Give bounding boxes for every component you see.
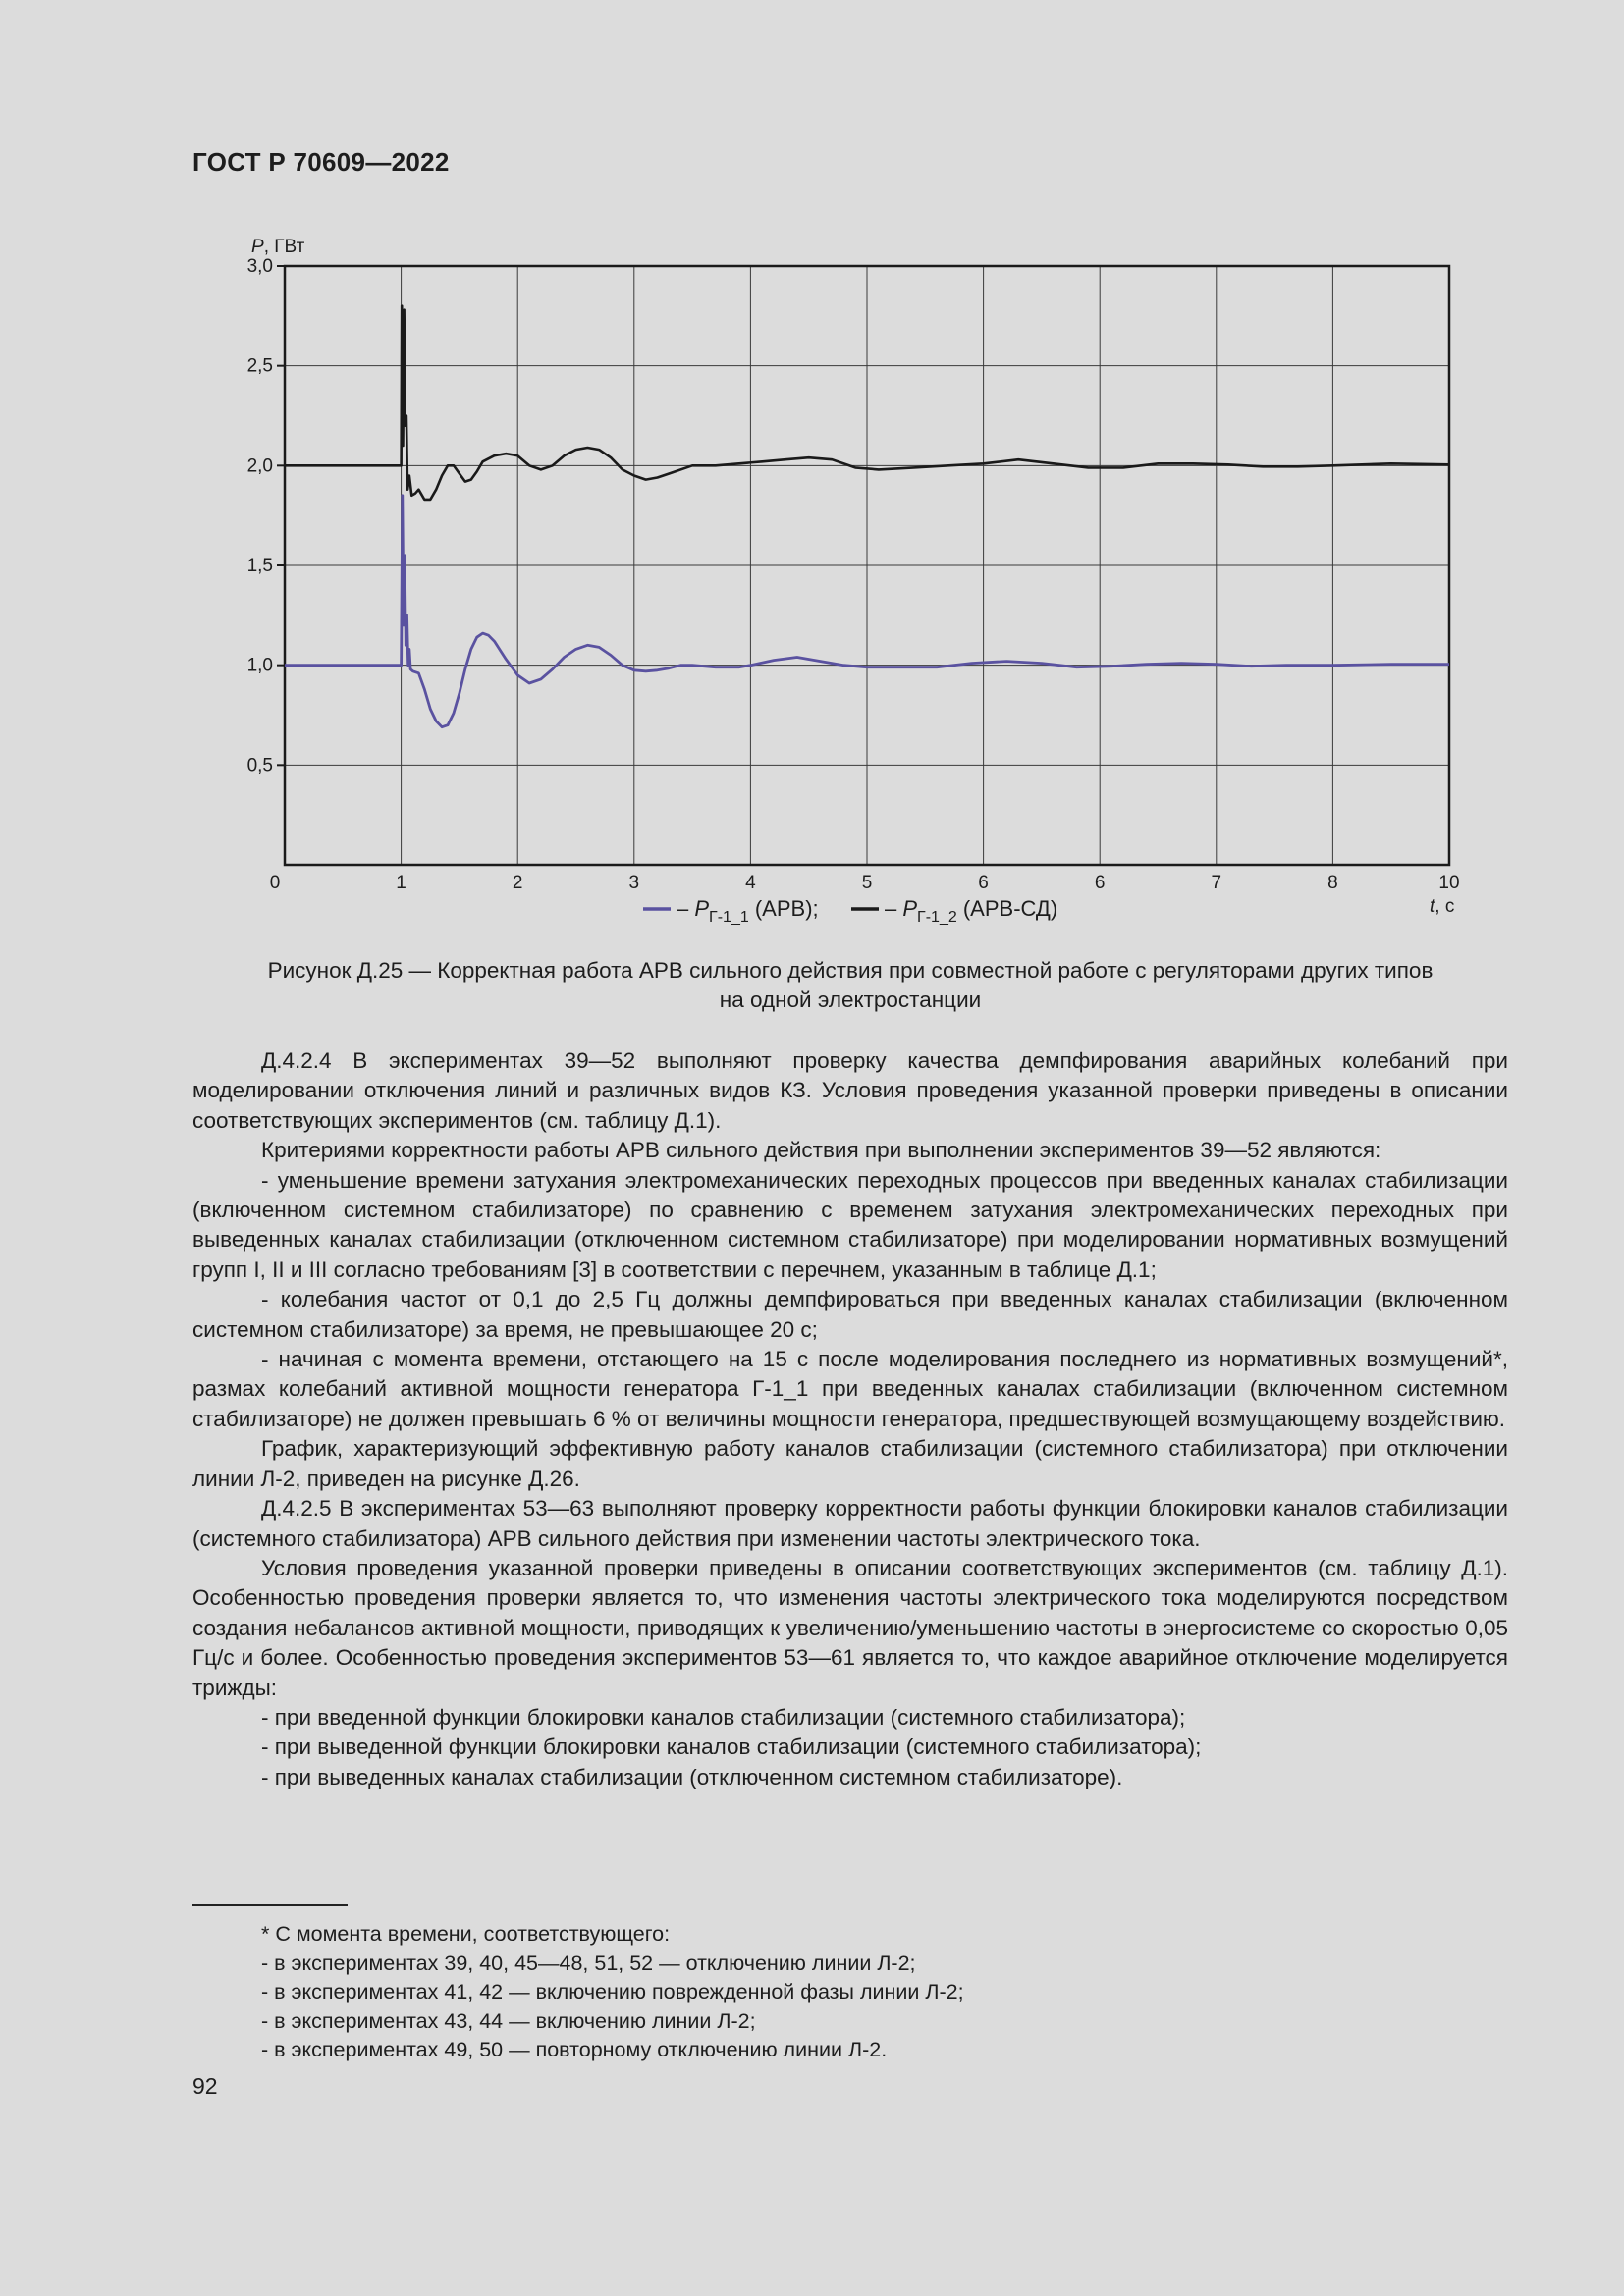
list-item: - при выведенных каналах стабилизации (отключенном системном стабилизаторе).	[261, 1764, 1123, 1789]
power-chart-svg	[177, 216, 1492, 947]
paragraph: Д.4.2.4 В экспериментах 39—52 выполняют проверку качества демпфирования аварийных колебаний при моделировании отключения линий и различных видов КЗ. Условия проведения указанной проверки приведены в описании соответствующих экспериментов (см. таблицу Д.1).	[192, 1048, 1508, 1133]
legend-label: – $P_{Г-1\_1}$ (АРВ);	[677, 896, 819, 926]
x-tick-label: 7	[1211, 873, 1222, 893]
x-tick-label: 0	[269, 873, 281, 893]
footnote-line: * С момента времени, соответствующего:	[261, 1922, 671, 1946]
x-tick-label: 6	[978, 873, 989, 893]
y-tick-label: 2,5	[246, 355, 273, 377]
y-tick-label: 2,0	[246, 455, 273, 477]
list-item: - колебания частот от 0,1 до 2,5 Гц должны демпфироваться при введенных каналах стабилизации (включенном системном стабилизаторе) за время, не превышающее 20 с;	[192, 1287, 1508, 1342]
x-tick-label: 5	[861, 873, 873, 893]
figure-caption-line-2: на одной электростанции	[719, 988, 982, 1012]
list-item: - при выведенной функции блокировки каналов стабилизации (системного стабилизатора);	[261, 1735, 1202, 1760]
body-text	[192, 1046, 1508, 1792]
x-tick-label: 6	[1094, 873, 1106, 893]
y-tick-label: 0,5	[246, 755, 273, 776]
paragraph: Д.4.2.5 В экспериментах 53—63 выполняют проверку корректности работы функции блокировки каналов стабилизации (системного стабилизатора) АРВ сильного действия при изменении частоты электрического тока.	[192, 1496, 1508, 1551]
footnote-line: - в экспериментах 49, 50 — повторному отключению линии Л-2.	[261, 2038, 888, 2061]
document-header: ГОСТ Р 70609—2022	[192, 147, 450, 177]
footnote-divider	[192, 1904, 348, 1906]
page-number: 92	[192, 2073, 218, 2099]
list-item: - уменьшение времени затухания электромеханических переходных процессов при введенных каналах стабилизации (включенном системном стабилизаторе) по сравнению с временем затухания электромеханических переходных при выведенных каналах стабилизации (отключенном системном стабилизаторе) при моделировании нормативных возмущений групп I, II и III согласно требованиям [3] в соответствии с перечнем, указанным в таблице Д.1;	[192, 1167, 1508, 1282]
paragraph: Условия проведения указанной проверки приведены в описании соответствующих экспериментов (см. таблицу Д.1). Особенностью проведения проверки является то, что изменения частоты электрического тока моделируются посредством создания небалансов активной мощности, приводящих к увеличению/уменьшению частоты в энергосистеме со скоростью 0,05 Гц/с и более. Особенностью проведения экспериментов 53—61 является то, что каждое аварийное отключение моделируется трижды:	[192, 1555, 1508, 1700]
figure-caption-line-1: Рисунок Д.25 — Корректная работа АРВ сильного действия при совместной работе с регуляторами других типов	[267, 958, 1434, 983]
paragraph: Критериями корректности работы АРВ сильного действия при выполнении экспериментов 39—52 являются:	[261, 1138, 1381, 1163]
list-item: - начиная с момента времени, отстающего на 15 с после моделирования последнего из нормативных возмущений*, размах колебаний активной мощности генератора Г-1_1 при введенных каналах стабилизации (включенном системном стабилизаторе) не должен превышать 6 % от величины мощности генератора, предшествующей возмущающему воздействию.	[192, 1347, 1508, 1431]
figure-caption	[192, 956, 1508, 1015]
power-chart	[177, 216, 1492, 947]
y-tick-label: 1,0	[246, 655, 273, 676]
y-tick-label: 3,0	[246, 256, 273, 277]
x-axis-label: t, с	[1430, 896, 1455, 917]
footnote-line: - в экспериментах 39, 40, 45—48, 51, 52 — отключению линии Л-2;	[261, 1950, 916, 1975]
x-tick-label: 4	[745, 873, 756, 893]
footnote-line: - в экспериментах 41, 42 — включению поврежденной фазы линии Л-2;	[261, 1980, 964, 2003]
y-tick-label: 1,5	[246, 556, 273, 576]
paragraph: График, характеризующий эффективную работу каналов стабилизации (системного стабилизатора) при отключении линии Л-2, приведен на рисунке Д.26.	[192, 1436, 1508, 1491]
x-tick-label: 10	[1438, 873, 1460, 893]
list-item: - при введенной функции блокировки каналов стабилизации (системного стабилизатора);	[261, 1704, 1186, 1730]
footnote-line: - в экспериментах 43, 44 — включению линии Л-2;	[261, 2008, 756, 2033]
y-axis-label: P, ГВт	[251, 237, 305, 257]
x-tick-label: 3	[628, 873, 640, 893]
x-tick-label: 8	[1327, 873, 1338, 893]
footnotes	[261, 1920, 964, 2065]
x-tick-label: 1	[396, 873, 406, 893]
x-tick-label: 2	[512, 873, 523, 893]
legend-label: – $P_{Г-1\_2}$ (АРВ-СД)	[885, 896, 1058, 926]
